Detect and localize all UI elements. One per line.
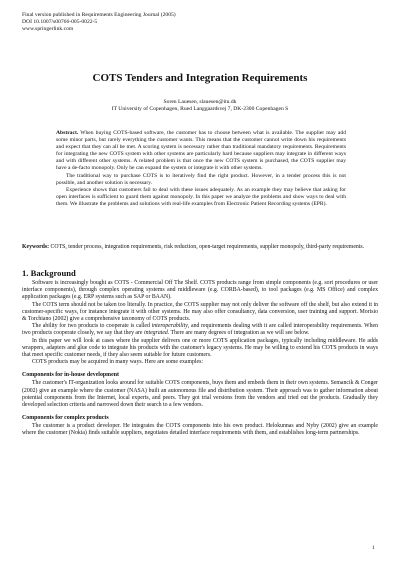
journal-line: Final version published in Requirements Engineering Journal (2005) <box>22 12 176 18</box>
keywords-label: Keywords: <box>22 244 50 250</box>
section-heading-background: 1. Background <box>22 268 76 278</box>
term-integrated: integrated <box>143 330 168 337</box>
abstract <box>56 130 346 208</box>
author-name: Soren Lauesen, slauesen@itu.dk <box>163 99 237 105</box>
page-number: 1 <box>372 545 375 551</box>
keywords-text: COTS, tender process, integration requirements, risk reduction, open-target requirements, supplier monopoly, third-party requirements. <box>50 244 365 250</box>
body-paragraph: The customer's IT-organization looks around for suitable COTS components, buys them and embeds them in their own systems. Semancik & Conger (2002) give an example where the customer (NASA) built an autonomous file and distribution system. Their approach was to gather information about potential components from the Internet, local experts, and peers. They got trial versions from the vendors and tried out the products. Gradually they developed selection criteria and narrowed down their search to a few vendors. <box>22 380 378 409</box>
abstract-paragraph-2: The traditional way to purchase COTS is to iteratively find the right product. However, in a tender process this is not possible, and another solution is necessary. <box>56 172 346 186</box>
text-span: . There are many degrees of integration as we will see below. <box>167 330 310 337</box>
body-paragraph: In this paper we will look at cases where the supplier delivers one or more COTS application packages, typically including middleware. He adds wrappers, adapters and glue code to integrate his products with the customer's legacy systems. He may be willing to extend his COTS products in ways that meet specific customer needs, if they also seem suitable for future customers. <box>22 337 378 359</box>
body-paragraph: COTS products may be acquired in many ways. Here are some examples: <box>32 359 203 366</box>
body-paragraph: Software is increasingly bought as COTS - Commercial Off The Shelf. COTS products range from simple components (e.g. sort procedures or user interface components), through complex operating systems and middleware (e.g. CORBA-based), to tool packages (e.g. MS Office) and complex application packages (e.g. ERP systems such as SAP or BAAN). <box>22 280 378 301</box>
subsection-heading-in-house: Components for in-house development <box>22 372 119 379</box>
term-interoperability: interoperability <box>151 323 188 330</box>
body-paragraph: The customer is a product developer. He integrates the COTS components into his own product. Helokunnas and Nyby (2002) give an example where the customer (Nokia) finds suitable suppliers, negotiates detailed interface requirements with them, and establishes long-term partnerships. <box>22 423 378 437</box>
abstract-text-1: When buying COTS-based software, the customer has to choose between what is available. The supplier may add some minor parts, but rarely everything the customer wants. This means that the customer cannot write down his requirements and expect that they can all be met. A scoring system is necessary rather than traditional mandatory requirements. Requirements for integrating the new COTS system with other systems are particularly hard because suppliers may integrate in different ways and with different other systems. A related problem is that once the new COTS system is purchased, the COTS supplier may have a de-facto monopoly. Only he can expand the system or integrate it with other systems. <box>56 130 346 172</box>
url-line: www.springerlink.com <box>22 26 74 32</box>
doi-line: DOI 10.1007/s00766-005-0022-5 <box>22 19 98 25</box>
text-span: , and requirements dealing with it are called interoperability requirements. When two products cooperate closely, we say that they are <box>22 323 378 337</box>
abstract-paragraph-1 <box>56 130 346 173</box>
paper-body <box>22 268 378 438</box>
author-affiliation: IT University of Copenhagen, Rued Langgaardsvej 7, DK-2300 Copenhagen S <box>111 106 289 112</box>
text-span: The ability for two products to cooperate is called <box>32 323 152 330</box>
abstract-label: Abstract. <box>56 130 79 136</box>
author-block <box>0 99 400 113</box>
paper-title: COTS Tenders and Integration Requirements <box>92 72 308 84</box>
keywords <box>22 244 378 251</box>
publication-info <box>22 12 222 33</box>
body-paragraph <box>22 323 378 337</box>
body-paragraph: The COTS term should not be taken too literally. In practice, the COTS supplier may not only deliver the software off the shelf, but also extend it in customer-specific ways, for instance integrate it with other systems. He may also offer consultancy, data conversion, user training and support. Morisio & Torchiano (2002) give a comprehensive taxonomy of COTS products. <box>22 301 378 323</box>
subsection-heading-complex-products: Components for complex products <box>22 415 109 422</box>
abstract-paragraph-3: Experience shows that customers fail to deal with these issues adequately. As an example they may believe that asking for open interfaces is sufficient to guard them against monopoly. In this paper we analyze the problems and show ways to deal with them. We illustrate the problems and solutions with real-life examples from Electronic Patient Recording systems (EPR). <box>56 186 346 207</box>
